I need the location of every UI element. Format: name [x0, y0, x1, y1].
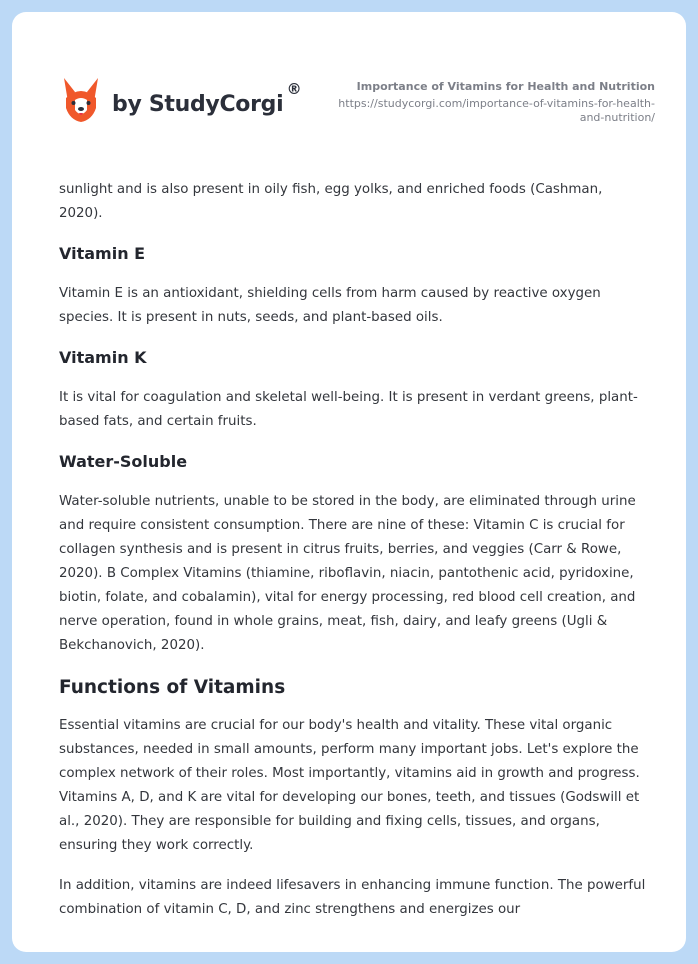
heading-vitamin-k: Vitamin K: [59, 348, 147, 367]
paragraph: In addition, vitamins are indeed lifesavers in enhancing immune function. The powerful combination of vitamin C, D, and zinc strengthens and energizes our: [59, 878, 646, 917]
logo-text: by StudyCorgi ®: [112, 79, 302, 117]
paragraph: Vitamin E is an antioxidant, shielding cells from harm caused by reactive oxygen species. It is present in nuts, seeds, and plant-based oils.: [59, 286, 601, 325]
studycorgi-logo[interactable]: [60, 76, 302, 124]
corgi-icon: [60, 76, 102, 124]
paragraph: sunlight and is also present in oily fish, egg yolks, and enriched foods (Cashman, 2020).: [59, 182, 603, 221]
document-url[interactable]: https://studycorgi.com/importance-of-vitamins-for-health-and-nutrition/: [338, 97, 655, 124]
heading-functions-of-vitamins: Functions of Vitamins: [59, 677, 286, 698]
document-meta: [315, 80, 655, 125]
heading-water-soluble: Water-Soluble: [59, 452, 188, 471]
document-page: [12, 12, 686, 952]
paragraph: Water-soluble nutrients, unable to be stored in the body, are eliminated through urine and require consistent consumption. There are nine of these: Vitamin C is crucial for collagen synthesis and is present in citrus fruits, berries, and veggies (Carr & Rowe, 2020). B Complex Vitamins (thiamine, riboflavin, niacin, pantothenic acid, pyridoxine, biotin, folate, and cobalamin), vital for energy processing, red blood cell creation, and nerve operation, found in whole grains, meat, fish, dairy, and leafy greens (Ugli & Bekchanovich, 2020).: [59, 494, 636, 653]
document-body: [59, 178, 649, 938]
document-title: Importance of Vitamins for Health and Nutrition: [356, 80, 655, 93]
registered-mark: ®: [286, 79, 302, 98]
paragraph: Essential vitamins are crucial for our body's health and vitality. These vital organic substances, needed in small amounts, perform many important jobs. Let's explore the complex network of their roles. Most importantly, vitamins aid in growth and progress. Vitamins A, D, and K are vital for developing our bones, teeth, and tissues (Godswill et al., 2020). They are responsible for building and fixing cells, tissues, and organs, ensuring they work correctly.: [59, 718, 640, 853]
paragraph: It is vital for coagulation and skeletal well-being. It is present in verdant greens, plant-based fats, and certain fruits.: [59, 390, 638, 429]
heading-vitamin-e: Vitamin E: [59, 244, 146, 263]
page-header: [12, 12, 686, 162]
